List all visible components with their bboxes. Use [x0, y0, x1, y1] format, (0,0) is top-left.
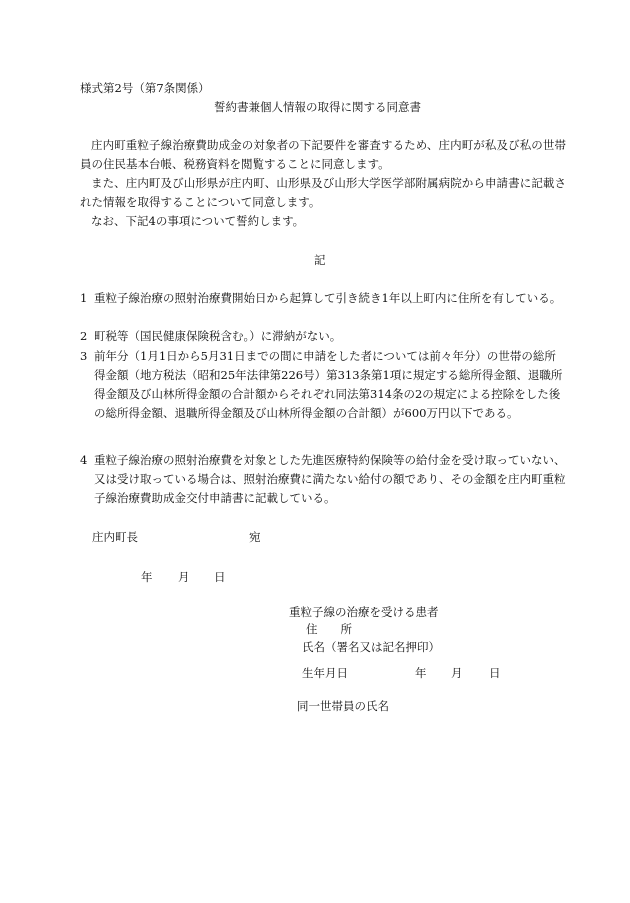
birthdate-day: 日: [489, 666, 501, 680]
household-member-label: 同一世帯員の氏名: [297, 699, 389, 713]
pledge-item-text: 町税等（国民健康保険税含む。）に滞納がない。: [94, 329, 342, 343]
pledge-item-number: 3: [80, 349, 88, 363]
date-month: 月: [178, 570, 190, 584]
patient-heading: 重粒子線の治療を受ける患者: [289, 605, 439, 619]
ki-heading: 記: [314, 253, 326, 267]
address-label: 住 所: [306, 622, 352, 636]
pledge-item-text: 前年分（1月1日から5月31日までの間に申請をした者については前々年分）の世帯の総所得金額（地方税法（昭和25年法律第226号）第313条第1項に規定する総所得金額、退職所得金額及び山林所得金額の合計額からそれぞれ同法第314条の2の規定による控除をした後の総所得金額、退職所得金額及び山林所得金額の合計額）が600万円以下である。: [94, 349, 563, 420]
consent-paragraph-3: なお、下記4の事項について誓約します。: [91, 214, 305, 228]
pledge-item-3: [80, 347, 566, 423]
pledge-item-text: 重粒子線治療の照射治療費開始日から起算して引き続き1年以上町内に住所を有している。: [94, 291, 562, 305]
pledge-item-1: [80, 289, 566, 308]
birthdate-year: 年: [415, 666, 427, 680]
birthdate-label: 生年月日: [302, 666, 348, 680]
addressee-name: 庄内町長: [92, 530, 138, 544]
pledge-item-4: [80, 451, 566, 508]
birthdate-month: 月: [451, 666, 463, 680]
name-label: 氏名（署名又は記名押印）: [302, 640, 440, 654]
date-year: 年: [141, 570, 153, 584]
consent-paragraph-1: 庄内町重粒子線治療費助成金の対象者の下記要件を審査するため、庄内町が私及び私の世帯員の住民基本台帳、税務資料を閲覧することに同意します。: [80, 138, 566, 171]
date-day: 日: [214, 570, 226, 584]
pledge-item-text: 重粒子線治療の照射治療費を対象とした先進医療特約保険等の給付金を受け取っていない、又は受け取っている場合は、照射治療費に満たない給付の額であり、その金額を庄内町重粒子線治療費助成金交付申請書に記載している。: [94, 453, 566, 505]
pledge-item-number: 4: [80, 453, 88, 467]
pledge-item-number: 2: [80, 329, 88, 343]
pledge-item-number: 1: [80, 291, 88, 305]
form-label: 様式第2号（第7条関係）: [80, 81, 210, 95]
page-title: 誓約書兼個人情報の取得に関する同意書: [214, 100, 421, 114]
pledge-item-2: [80, 327, 566, 346]
addressee-suffix: 宛: [249, 530, 261, 544]
consent-paragraph-2: また、庄内町及び山形県が庄内町、山形県及び山形大学医学部附属病院から申請書に記載された情報を取得することについて同意します。: [80, 176, 566, 209]
